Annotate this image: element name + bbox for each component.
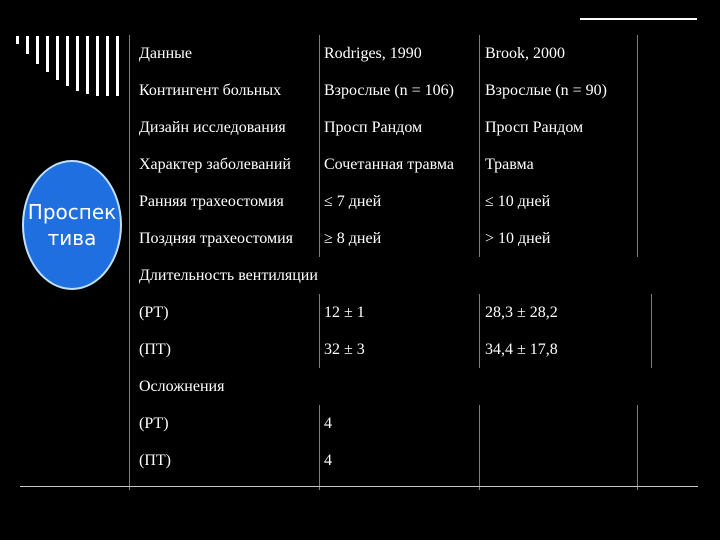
table-cell-label: Данные bbox=[139, 44, 192, 62]
table-cell-label: (РТ) bbox=[139, 414, 169, 432]
decorative-bar bbox=[86, 36, 89, 94]
table-cell-label: Контингент больных bbox=[139, 81, 282, 99]
decorative-bar bbox=[76, 36, 79, 91]
circle-label-line2: тива bbox=[47, 226, 97, 250]
table-row bbox=[129, 72, 720, 109]
top-decorative-line bbox=[580, 18, 697, 20]
table-row bbox=[129, 257, 720, 294]
table-cell-label: (ПТ) bbox=[139, 451, 171, 469]
decorative-bar bbox=[106, 36, 109, 96]
table-cell-rodriges: 4 bbox=[324, 451, 332, 469]
table-cell-brook: 34,4 ± 17,8 bbox=[485, 340, 558, 358]
table-row bbox=[129, 109, 720, 146]
decorative-bar bbox=[96, 36, 99, 96]
decorative-bar bbox=[66, 36, 69, 86]
decorative-bar bbox=[46, 36, 49, 72]
table-row bbox=[129, 183, 720, 220]
table-row bbox=[129, 146, 720, 183]
table-row bbox=[129, 294, 720, 331]
table-cell-brook: Brook, 2000 bbox=[485, 44, 565, 62]
decorative-bar bbox=[26, 36, 29, 54]
table-row bbox=[129, 35, 720, 72]
table-cell-rodriges: ≥ 8 дней bbox=[324, 229, 382, 247]
table-cell-rodriges: Сочетанная травма bbox=[324, 155, 454, 173]
study-type-circle bbox=[22, 160, 122, 290]
table-cell-rodriges: 12 ± 1 bbox=[324, 303, 365, 321]
decorative-bar bbox=[56, 36, 59, 80]
table-cell-label: Осложнения bbox=[139, 377, 225, 395]
table-cell-brook: ≤ 10 дней bbox=[485, 192, 551, 210]
table-cell-brook: 28,3 ± 28,2 bbox=[485, 303, 558, 321]
table-cell-rodriges: Rodriges, 1990 bbox=[324, 44, 422, 62]
table-cell-rodriges: 4 bbox=[324, 414, 332, 432]
table-cell-brook: Травма bbox=[485, 155, 534, 173]
table-cell-brook: > 10 дней bbox=[485, 229, 551, 247]
decorative-bar bbox=[16, 36, 19, 44]
table-cell-rodriges: Просп Рандом bbox=[324, 118, 423, 136]
table-cell-rodriges: 32 ± 3 bbox=[324, 340, 365, 358]
table-row bbox=[129, 368, 720, 405]
decorative-bar bbox=[116, 36, 119, 96]
decorative-bar bbox=[36, 36, 39, 64]
table-cell-label: Дизайн исследования bbox=[139, 118, 286, 136]
table-cell-label: Длительность вентиляции bbox=[139, 266, 318, 284]
table-row bbox=[129, 220, 720, 257]
table-cell-brook: Просп Рандом bbox=[485, 118, 584, 136]
table-cell-label: Ранняя трахеостомия bbox=[139, 192, 284, 210]
table-cell-label: (РТ) bbox=[139, 303, 169, 321]
table-cell-rodriges: ≤ 7 дней bbox=[324, 192, 382, 210]
table-row bbox=[129, 331, 720, 368]
bottom-divider-line bbox=[20, 486, 698, 487]
table-row bbox=[129, 442, 720, 479]
table-cell-label: Характер заболеваний bbox=[139, 155, 291, 173]
decorative-bars bbox=[16, 36, 126, 96]
circle-label-line1: Проспек bbox=[27, 200, 117, 224]
table-cell-brook: Взрослые (n = 90) bbox=[485, 81, 608, 99]
table-cell-label: Поздняя трахеостомия bbox=[139, 229, 294, 247]
comparison-table bbox=[129, 35, 720, 490]
table-row bbox=[129, 405, 720, 442]
table-cell-label: (ПТ) bbox=[139, 340, 171, 358]
table-cell-rodriges: Взрослые (n = 106) bbox=[324, 81, 455, 99]
